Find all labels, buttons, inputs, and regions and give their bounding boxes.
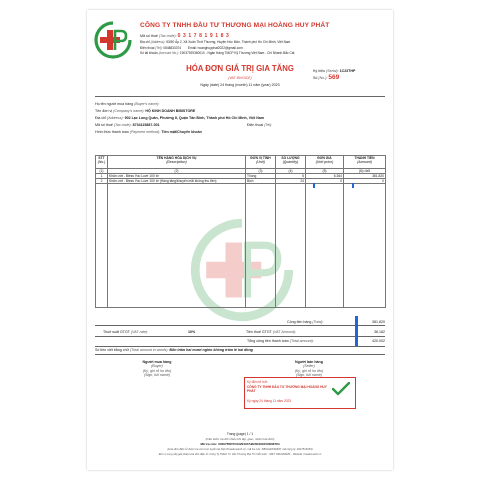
checkmark-icon bbox=[332, 382, 350, 396]
row-no: 2 bbox=[96, 179, 108, 184]
items-table bbox=[95, 155, 386, 308]
vat-rate-label: Thuế suất GTGT (VAT rate): bbox=[103, 330, 149, 334]
col-header-unit: ĐƠN VỊ TÍNH (Unit) bbox=[246, 156, 276, 169]
divider-totals bbox=[95, 325, 385, 326]
total-label: Tổng cộng tiền thanh toán (Total amount): bbox=[247, 339, 314, 343]
highlight-mark bbox=[313, 183, 315, 188]
buyer-signature-block: Người mua hàng (Buyer) (Ký, ghi rõ họ tên) (Sign, full name) bbox=[142, 360, 172, 378]
footer-note: (Cần kiểm tra đối chiếu khi lập, giao, nhận hóa đơn) bbox=[205, 437, 275, 441]
vat-amount-label: Tiền thuế GTGT (VAT Amount): bbox=[246, 330, 296, 334]
invoice-subtitle: (VAT INVOICE) bbox=[228, 76, 252, 80]
lookup-code: Mã tra cứu: 0000785D7C6329497A9E5D3991596D8784 bbox=[200, 442, 280, 446]
vat-rate-value: 10% bbox=[188, 330, 196, 334]
col-header-desc: TÊN HÀNG HÓA DỊCH VỤ (Description) bbox=[108, 156, 246, 169]
invoice-page bbox=[87, 10, 393, 470]
highlight-mark bbox=[355, 316, 358, 326]
seller-tax-line: Mã số thuế (Tax code): 0 3 1 7 8 1 9 1 8 3 bbox=[140, 33, 230, 39]
divider-top bbox=[95, 96, 385, 97]
payment-method-line: Hình thức thanh toán (Payment method): Tiền mặt/Chuyển khoản bbox=[95, 130, 202, 134]
col-header-price: ĐƠN GIÁ (Unit price) bbox=[306, 156, 344, 169]
index-cell: (3) bbox=[246, 169, 276, 174]
signed-date: Ký ngày 24 tháng 11 năm 2023 bbox=[247, 399, 292, 403]
buyer-address-line: Địa chỉ (Address): 902 Lạc Long Quân, Phường 8, Quận Tân Bình, Thành phố Hồ Chí Minh, Việt Nam bbox=[95, 116, 265, 120]
seller-address-line: Địa chỉ (Address): 53/50 Ấp 2, Xã Xuân Thới Thượng, Huyện Hóc Môn, Thành phố Hồ Chí Minh, Việt Nam bbox=[140, 40, 291, 44]
buyer-tax-line: Mã số thuế (Tax code): 8734115887-001 bbox=[95, 123, 160, 127]
row-qty: 5 bbox=[276, 174, 306, 179]
index-cell: (2) bbox=[108, 169, 246, 174]
index-cell: (5) bbox=[306, 169, 344, 174]
seller-account-line: Số tài khoản (Account No.): 19037929360010 - Ngân Hàng TMCP Kỹ Thương Việt Nam - Chi Nhánh Bắc Cát bbox=[140, 51, 295, 55]
subtotal-label: Cộng tiền hàng (Total): bbox=[287, 320, 324, 324]
highlight-mark bbox=[355, 326, 358, 336]
index-cell: (4) bbox=[276, 169, 306, 174]
row-amount: 381.820 bbox=[344, 174, 386, 179]
invoice-date: Ngày (date) 24 tháng (month) 11 năm (year) 2023 bbox=[200, 83, 280, 87]
divider-vat bbox=[95, 336, 385, 337]
divider-words bbox=[95, 354, 385, 355]
row-unit: Bịch bbox=[246, 179, 276, 184]
row-unit: Thùng bbox=[246, 174, 276, 179]
seller-signature-block: Người bán hàng (Seller) (Ký, ghi rõ họ tên) (Sign, full name) bbox=[294, 360, 324, 378]
row-amount: 0 bbox=[344, 179, 386, 184]
highlight-mark bbox=[352, 183, 354, 188]
highlight-mark bbox=[355, 336, 358, 346]
col-header-no: STT (No.) bbox=[96, 156, 108, 169]
total-value: 420.002 bbox=[372, 339, 385, 343]
amount-in-words: Số tiền viết bằng chữ (Total amount in words): Bốn trăm hai mươi nghìn không trăm lẻ hai đồng bbox=[95, 348, 253, 352]
buyer-company-line: Tên đơn vị (Company's name): HỘ KINH DOANH BIBISTORE bbox=[95, 109, 196, 113]
row-desc: Khăn ướt - Bless You Love 100 tờ (Hàng tặng/khuyến mãi không thu tiền) bbox=[108, 179, 246, 184]
col-header-qty: SỐ LƯỢNG (Quantity) bbox=[276, 156, 306, 169]
signed-by-company: CÔNG TY TNHH ĐẦU TƯ THƯƠNG MẠI HOÀNG HUY PHÁT bbox=[247, 385, 327, 393]
index-cell: (6)=4x5 bbox=[344, 169, 386, 174]
row-price: 6.364 bbox=[306, 174, 344, 179]
invoice-number: Số (No.): 569 bbox=[313, 74, 340, 81]
provider-note: Đơn vị cung cấp giải pháp Hóa đơn điện tử: Công Ty TNHH Tư Vấn Thương Mại Tín Viễn Liên - MST: 0316260281 - Website: hoadonxanh.vn bbox=[158, 453, 322, 456]
row-desc: Khăn ướt - Bless You Love 100 tờ bbox=[108, 174, 246, 179]
subtotal-value: 381.820 bbox=[372, 320, 385, 324]
seller-phone-line: Điện thoại (Tel): 0848833374 Email: hoanghuyphat2022@gmail.com bbox=[140, 45, 243, 50]
company-logo bbox=[93, 20, 133, 60]
invoice-title: HÓA ĐƠN GIÁ TRỊ GIA TĂNG bbox=[186, 64, 294, 73]
table-header-row bbox=[96, 156, 386, 169]
page-number: Trang (page) 1 / 1 bbox=[226, 432, 254, 436]
lookup-note: (Hóa đơn điện tử được tra cứu trực tuyến tại http://hoadonxanh.vn, mã tra cứu: KBGGAWM3FP, mã công ty: 0317819183) bbox=[167, 448, 313, 451]
col-header-amount: THÀNH TIỀN (Amount) bbox=[344, 156, 386, 169]
table-empty-area bbox=[96, 184, 386, 308]
signed-by-line: Ký điện tử bởi: bbox=[247, 380, 268, 384]
row-qty: 24 bbox=[276, 179, 306, 184]
company-name: CÔNG TY TNHH ĐẦU TƯ THƯƠNG MẠI HOÀNG HUY PHÁT bbox=[140, 22, 330, 29]
buyer-phone-line: Điện thoại (Tel): bbox=[247, 123, 273, 127]
index-cell: (1) bbox=[96, 169, 108, 174]
row-price: 0 bbox=[306, 179, 344, 184]
row-no: 1 bbox=[96, 174, 108, 179]
invoice-serial: Ký hiệu (Serial): 1C23THP bbox=[313, 69, 356, 73]
divider-total bbox=[95, 346, 385, 347]
buyer-name-line: Họ tên người mua hàng (Buyer's name): bbox=[95, 102, 160, 106]
vat-amount-value: 38.182 bbox=[374, 330, 385, 334]
